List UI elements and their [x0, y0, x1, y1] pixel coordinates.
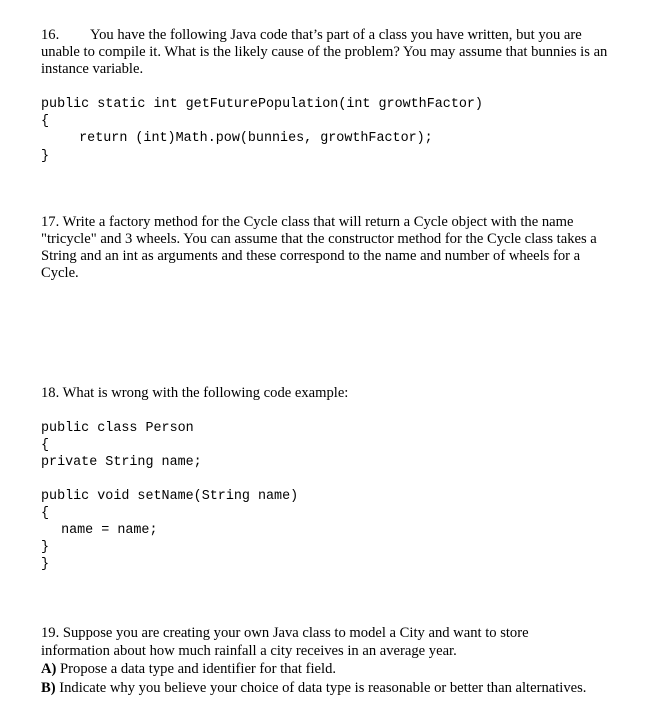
q16-code-line-2: { — [41, 114, 50, 129]
q18-code-line-5: public void setName(String name) — [41, 489, 299, 504]
q16-code-line-1: public static int getFuturePopulation(int growthFactor) — [41, 97, 483, 112]
q18-code-line-9: } — [41, 557, 50, 572]
q19-line-2: information about how much rainfall a city receives in an average year. — [41, 643, 457, 659]
q18-code-line-2: { — [41, 438, 50, 453]
q18-code-line-3: private String name; — [41, 455, 202, 470]
q16-line-1: 16. You have the following Java code that’s part of a class you have written, but you are — [41, 27, 582, 43]
q17-line-4: Cycle. — [41, 265, 79, 281]
q16-code-line-3: return (int)Math.pow(bunnies, growthFactor); — [47, 131, 433, 146]
q16-line-2: unable to compile it. What is the likely cause of the problem? You may assume that bunnies is an — [41, 44, 608, 60]
q19-part-b: B) Indicate why you believe your choice of data type is reasonable or better than alternatives. — [41, 680, 587, 696]
q18-code-line-7: name = name; — [45, 523, 158, 538]
q17-line-1: 17. Write a factory method for the Cycle class that will return a Cycle object with the name — [41, 214, 574, 230]
q18-code-line-1: public class Person — [41, 421, 194, 436]
q17-line-2: "tricycle" and 3 wheels. You can assume that the constructor method for the Cycle class takes a — [41, 231, 597, 247]
q19-part-a: A) Propose a data type and identifier for that field. — [41, 661, 337, 677]
q16-number: 16. — [41, 27, 60, 43]
q18-code-line-8: } — [41, 540, 50, 555]
q19-part-b-label: B) — [41, 680, 56, 696]
q19-part-a-label: A) — [41, 661, 57, 677]
q16-line-3: instance variable. — [41, 61, 144, 77]
q18-code-line-6: { — [41, 506, 50, 521]
q19-line-1: 19. Suppose you are creating your own Java class to model a City and want to store — [41, 625, 529, 641]
q17-line-3: String and an int as arguments and these correspond to the name and number of wheels for a — [41, 248, 581, 264]
q16-code-line-4: } — [41, 149, 50, 164]
q18-line-1: 18. What is wrong with the following code example: — [41, 385, 349, 401]
